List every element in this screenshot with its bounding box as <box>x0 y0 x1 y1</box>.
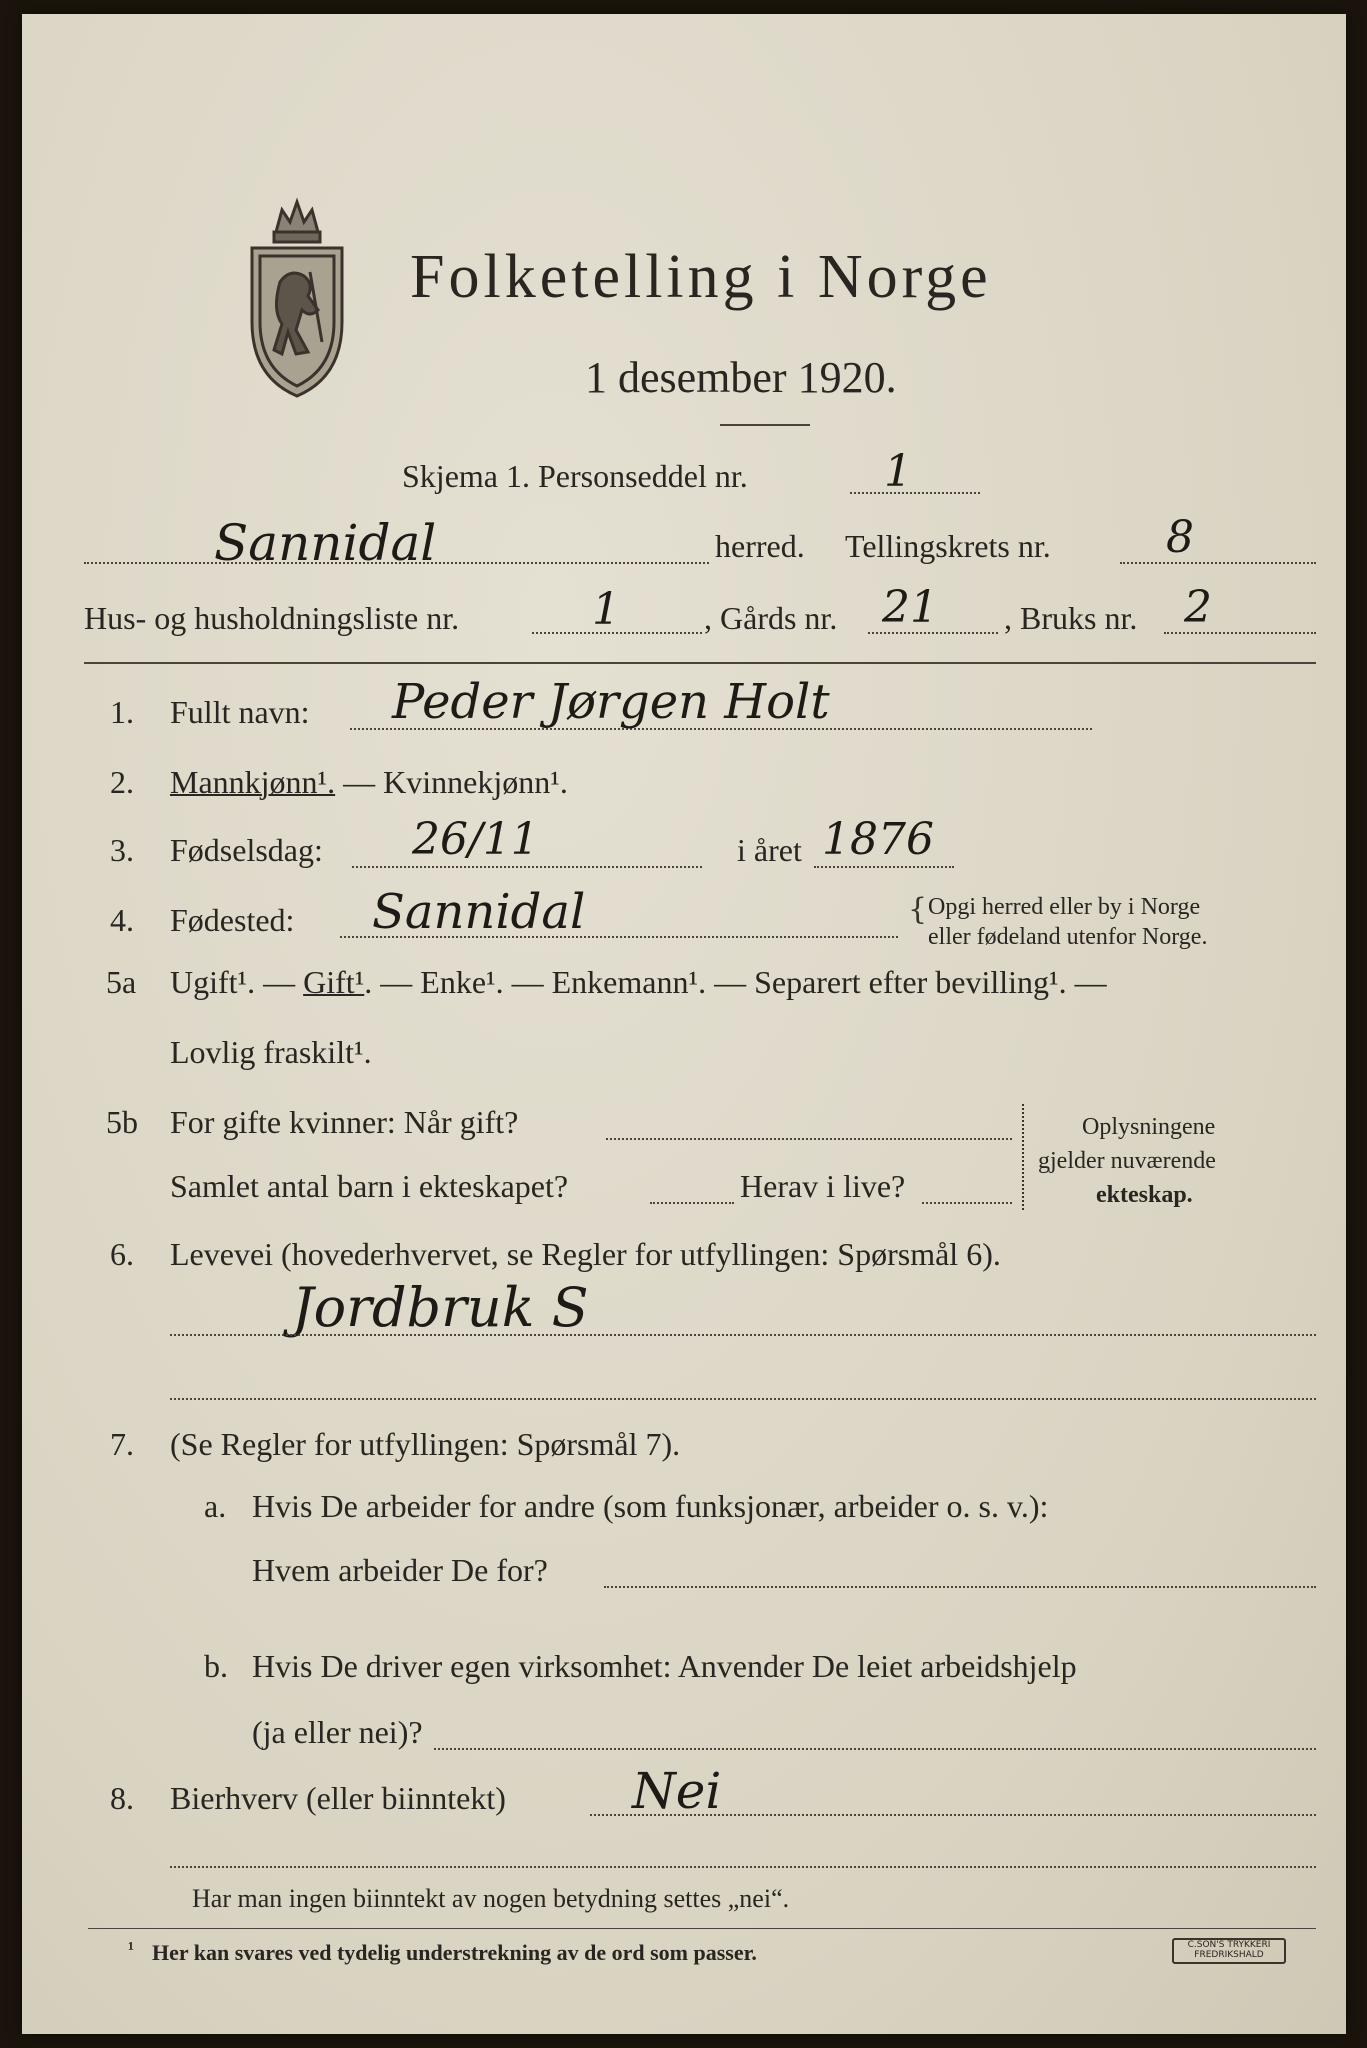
tellingskrets-line <box>1120 562 1316 564</box>
employer-label: Hvem arbeider De for? <box>252 1552 548 1588</box>
birth-year-label: i året <box>737 832 802 868</box>
q4-number: 4. <box>110 902 134 938</box>
side-income-label: Bierhverv (eller biinntekt) <box>170 1780 506 1816</box>
birth-year-value: 1876 <box>822 814 934 865</box>
occupation-label: Levevei (hovederhvervet, se Regler for utfyllingen: Spørsmål 6). <box>170 1236 1001 1272</box>
census-date: 1 desember 1920. <box>585 353 897 402</box>
census-form-page <box>22 14 1346 2034</box>
birthdate-value: 26/11 <box>412 814 539 865</box>
herred-value: Sannidal <box>214 514 437 572</box>
q6-number: 6. <box>110 1236 134 1272</box>
title-divider <box>720 424 810 426</box>
when-married-line <box>606 1138 1012 1140</box>
gender-male-option: Mannkjønn¹. <box>170 764 336 800</box>
hired-help-label: (ja eller nei)? <box>252 1714 423 1750</box>
children-count-line <box>650 1202 734 1204</box>
q1-number: 1. <box>110 694 134 730</box>
children-count-label: Samlet antal barn i ekteskapet? <box>170 1168 569 1204</box>
children-alive-label: Herav i live? <box>740 1168 906 1204</box>
tellingskrets-label: Tellingskrets nr. <box>845 528 1051 564</box>
footnote-text: Her kan svares ved tydelig understrekning av de ord som passer. <box>152 1940 757 1965</box>
full-name-value: Peder Jørgen Holt <box>392 674 830 730</box>
when-married-label: For gifte kvinner: Når gift? <box>170 1104 519 1140</box>
marriage-note-bracket <box>1022 1104 1030 1210</box>
birthplace-label: Fødested: <box>170 902 295 938</box>
birth-year-line <box>814 866 954 868</box>
norway-coat-of-arms-icon <box>244 192 350 400</box>
marriage-note-2: gjelder nuværende <box>1038 1148 1216 1174</box>
birthplace-value: Sannidal <box>372 884 586 940</box>
gards-value: 21 <box>882 582 938 633</box>
bruks-label: , Bruks nr. <box>1004 600 1138 636</box>
side-income-line-2 <box>170 1866 1316 1868</box>
birthplace-bracket-icon: { <box>908 892 928 927</box>
hired-help-line <box>434 1748 1316 1750</box>
q7-label: (Se Regler for utfyllingen: Spørsmål 7). <box>170 1426 681 1462</box>
header-separator <box>84 662 1316 664</box>
q5a-number: 5a <box>106 964 137 1000</box>
q7a-number: a. <box>204 1488 227 1524</box>
q8-number: 8. <box>110 1780 134 1816</box>
employer-line <box>604 1586 1316 1588</box>
q5b-number: 5b <box>106 1104 138 1140</box>
no-income-note: Har man ingen biinntekt av nogen betydning settes „nei“. <box>192 1884 790 1913</box>
q2-number: 2. <box>110 764 134 800</box>
birthdate-line <box>352 866 702 868</box>
marital-married-option: Gift¹ <box>303 964 365 1000</box>
gards-label: , Gårds nr. <box>704 600 838 636</box>
herred-label: herred. <box>715 528 805 564</box>
skjema-label: Skjema 1. Personseddel nr. <box>402 458 748 494</box>
husliste-label: Hus- og husholdningsliste nr. <box>84 600 460 636</box>
birthplace-note-1: Opgi herred eller by i Norge <box>928 894 1201 920</box>
footnote-mark: ¹ <box>128 1938 134 1960</box>
occupation-line-1 <box>170 1334 1316 1336</box>
birthdate-label: Fødselsdag: <box>170 832 323 868</box>
q7b-label: Hvis De driver egen virksomhet: Anvender De leiet arbeidshjelp <box>252 1648 1077 1684</box>
bruks-value: 2 <box>1184 582 1212 633</box>
occupation-line-2 <box>170 1398 1316 1400</box>
q7-number: 7. <box>110 1426 134 1462</box>
marriage-note-1: Oplysningene <box>1082 1114 1216 1140</box>
marriage-note-3: ekteskap. <box>1096 1182 1193 1208</box>
q7b-number: b. <box>204 1648 228 1684</box>
full-name-label: Fullt navn: <box>170 694 310 730</box>
side-income-value: Nei <box>632 1762 722 1820</box>
husliste-value: 1 <box>592 584 620 635</box>
q3-number: 3. <box>110 832 134 868</box>
marital-unmarried-option: Ugift¹. — <box>170 964 304 1000</box>
gender-female-option: — Kvinnekjønn¹. <box>335 764 568 800</box>
marital-other-options: . — Enke¹. — Enkemann¹. — Separert efter bevilling¹. — <box>364 964 1107 1000</box>
printer-stamp: C.SON'S TRYKKERI FREDRIKSHALD <box>1172 1938 1286 1964</box>
personseddel-line <box>850 492 980 494</box>
marital-status-line <box>170 964 1107 1001</box>
tellingskrets-value: 8 <box>1166 512 1194 563</box>
marital-divorced-option: Lovlig fraskilt¹. <box>170 1034 372 1070</box>
birthplace-note-2: eller fødeland utenfor Norge. <box>928 924 1208 950</box>
form-title: Folketelling i Norge <box>410 243 992 311</box>
occupation-value: Jordbruk S <box>292 1276 589 1339</box>
personseddel-number: 1 <box>884 446 912 497</box>
footer-separator <box>88 1928 1316 1929</box>
gender-line <box>170 764 568 801</box>
q7a-label: Hvis De arbeider for andre (som funksjonær, arbeider o. s. v.): <box>252 1488 1049 1524</box>
children-alive-line <box>922 1202 1012 1204</box>
